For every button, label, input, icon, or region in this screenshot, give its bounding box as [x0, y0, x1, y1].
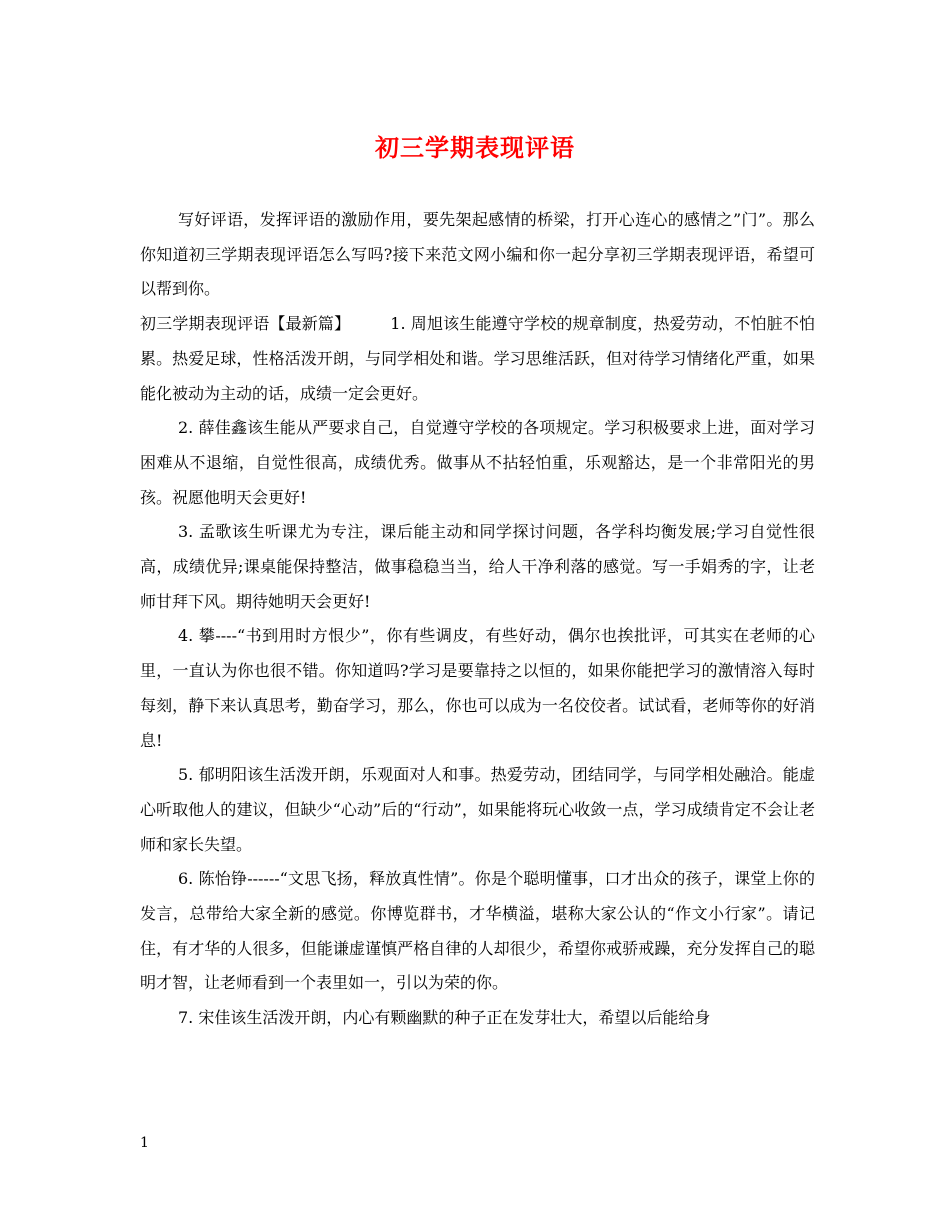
item-6: 6. 陈怡铮------“文思飞扬，释放真性情”。你是个聪明懂事，口才出众的孩子，课堂上你的发言，总带给大家全新的感觉。你博览群书，才华横溢，堪称大家公认的“作文小行家”。请记住，有才华的人很多，但能谦虚谨慎严格自律的人却很少，希望你戒骄戒躁，充分发挥自己的聪明才智，让老师看到一个表里如一，引以为荣的你。 [140, 869, 815, 993]
item-2: 2. 薛佳鑫该生能从严要求自己，自觉遵守学校的各项规定。学习积极要求上进，面对学习困难从不退缩，自觉性很高，成绩优秀。做事从不拈轻怕重，乐观豁达，是一个非常阳光的男孩。祝愿他明天会更好! [140, 418, 815, 507]
document-body [140, 203, 815, 1036]
section-heading: 初三学期表现评语【最新篇】 [140, 314, 351, 334]
item-7: 7. 宋佳该生活泼开朗，内心有颗幽默的种子正在发芽壮大，希望以后能给身 [178, 1008, 711, 1028]
item-1: 1. 周旭该生能遵守学校的规章制度，热爱劳动，不怕脏不怕累。热爱足球，性格活泼开朗，与同学相处和谐。学习思维活跃，但对待学习情绪化严重，如果能化被动为主动的话，成绩一定会更好。 [140, 314, 815, 403]
item-3: 3. 孟歌该生听课尤为专注，课后能主动和同学探讨问题，各学科均衡发展;学习自觉性很高，成绩优异;课桌能保持整洁，做事稳稳当当，给人干净利落的感觉。写一手娟秀的字，让老师甘拜下风。期待她明天会更好! [140, 522, 815, 611]
item-4: 4. 攀----“书到用时方恨少”，你有些调皮，有些好动，偶尔也挨批评，可其实在老师的心里，一直认为你也很不错。你知道吗?学习是要靠持之以恒的，如果你能把学习的激情溶入每时每刻，静下来认真思考，勤奋学习，那么，你也可以成为一名佼佼者。试试看，老师等你的好消息! [140, 626, 815, 750]
item-5: 5. 郁明阳该生活泼开朗，乐观面对人和事。热爱劳动，团结同学，与同学相处融洽。能虚心听取他人的建议，但缺少“心动”后的“行动”，如果能将玩心收敛一点，学习成绩肯定不会让老师和家长失望。 [140, 765, 815, 854]
page-number: 1 [140, 1135, 149, 1151]
intro-paragraph: 写好评语，发挥评语的激励作用，要先架起感情的桥梁，打开心连心的感情之”门”。那么你知道初三学期表现评语怎么写吗?接下来范文网小编和你一起分享初三学期表现评语，希望可以帮到你。 [140, 210, 815, 299]
document-title: 初三学期表现评语 [375, 133, 575, 162]
first-item-paragraph [140, 307, 815, 411]
